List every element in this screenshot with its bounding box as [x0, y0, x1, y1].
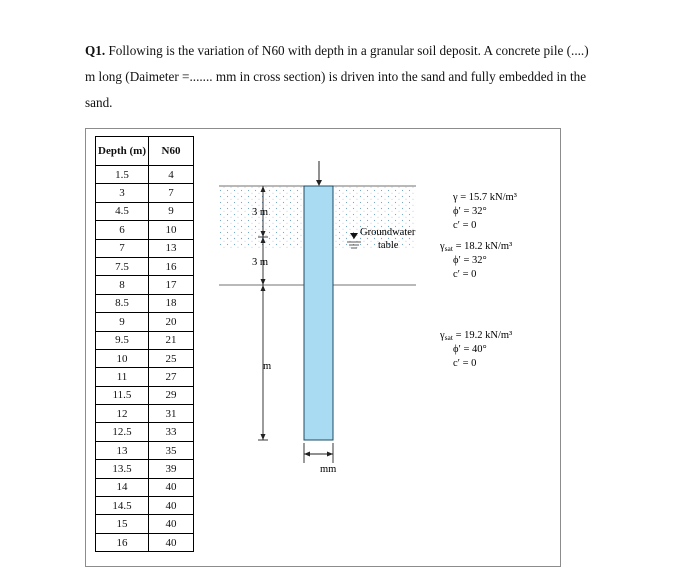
question-line-3: sand.: [85, 95, 113, 110]
layer1-properties: [452, 192, 517, 231]
depth-cell: 13.5: [96, 460, 149, 478]
question-number: Q1.: [85, 43, 106, 58]
n60-cell: 21: [149, 331, 194, 349]
depth-cell: 7.5: [96, 257, 149, 275]
depth-cell: 6: [96, 221, 149, 239]
n60-cell: 20: [149, 313, 194, 331]
depth-cell: 4.5: [96, 202, 149, 220]
concrete-pile: [304, 186, 333, 440]
n60-cell: 29: [149, 386, 194, 404]
n60-cell: 40: [149, 497, 194, 515]
n60-cell: 40: [149, 478, 194, 496]
n60-cell: 33: [149, 423, 194, 441]
depth-cell: 8: [96, 276, 149, 294]
groundwater-label-2: table: [378, 240, 399, 251]
figure-panel: [85, 128, 561, 567]
n60-cell: 18: [149, 294, 194, 312]
depth-cell: 7: [96, 239, 149, 257]
groundwater-label: Groundwater: [360, 227, 416, 238]
svg-text:γ = 15.7 kN/m³: [452, 192, 517, 203]
n60-cell: 16: [149, 257, 194, 275]
layer2-properties: [439, 241, 512, 280]
n60-cell: 27: [149, 368, 194, 386]
n60-cell: 17: [149, 276, 194, 294]
n60-cell: 13: [149, 239, 194, 257]
layer2-c: c′ = 0: [453, 269, 477, 280]
layer3-gamma-symbol: γ: [440, 330, 445, 341]
soil-profile-diagram: [86, 129, 560, 566]
layer2-gamma: = 18.2 kN/m³: [452, 241, 513, 252]
depth-cell: 14.5: [96, 497, 149, 515]
depth-cell: 1.5: [96, 166, 149, 184]
dim-arrow-mid-down: [261, 279, 266, 285]
n60-header: N60: [149, 137, 194, 166]
depth-cell: 11: [96, 368, 149, 386]
load-arrow-head: [316, 180, 322, 186]
n60-cell: 4: [149, 166, 194, 184]
n60-cell: 40: [149, 533, 194, 551]
layer1-phi: ϕ′ = 32°: [453, 206, 487, 217]
layer3-c: c′ = 0: [453, 358, 477, 369]
svg-text:γsat = 18.2 kN/m³: [439, 241, 512, 253]
question-line-2: m long (Daimeter =....... mm in cross section) is driven into the sand and fully embedded in the: [85, 69, 587, 84]
depth-cell: 14: [96, 478, 149, 496]
svg-text:γsat = 19.2 kN/m³: [439, 330, 512, 342]
n60-cell: 31: [149, 405, 194, 423]
depth-cell: 9.5: [96, 331, 149, 349]
depth-cell: 13: [96, 441, 149, 459]
dim-label-bottom: m: [263, 361, 272, 372]
layer1-gamma: = 15.7 kN/m³: [457, 192, 517, 203]
depth-cell: 15: [96, 515, 149, 533]
layer3-gamma: = 19.2 kN/m³: [452, 330, 513, 341]
dia-arrow-right: [327, 452, 333, 457]
depth-cell: 8.5: [96, 294, 149, 312]
depth-header: Depth (m): [96, 137, 149, 166]
n60-cell: 9: [149, 202, 194, 220]
depth-cell: 11.5: [96, 386, 149, 404]
question-text: [85, 38, 625, 116]
layer1-gamma-symbol: γ: [453, 192, 458, 203]
dim-arrow-bot-down: [261, 434, 266, 440]
n60-cell: 7: [149, 184, 194, 202]
depth-cell: 12: [96, 405, 149, 423]
depth-cell: 12.5: [96, 423, 149, 441]
depth-cell: 3: [96, 184, 149, 202]
dim-arrow-bot-up: [261, 285, 266, 291]
depth-cell: 16: [96, 533, 149, 551]
layer2-phi: ϕ′ = 32°: [453, 255, 487, 266]
n60-cell: 10: [149, 221, 194, 239]
layer3-properties: [439, 330, 512, 369]
dim-label-middle: 3 m: [252, 257, 269, 268]
n60-cell: 39: [149, 460, 194, 478]
depth-cell: 10: [96, 349, 149, 367]
layer3-gamma-subscript: sat: [444, 333, 453, 342]
n60-cell: 35: [149, 441, 194, 459]
dia-arrow-left: [304, 452, 310, 457]
n60-cell: 25: [149, 349, 194, 367]
layer2-gamma-symbol: γ: [440, 241, 445, 252]
layer3-phi: ϕ′ = 40°: [453, 344, 487, 355]
layer2-gamma-subscript: sat: [444, 244, 453, 253]
depth-cell: 9: [96, 313, 149, 331]
n60-cell: 40: [149, 515, 194, 533]
dim-label-diameter: mm: [320, 464, 337, 475]
dim-label-top: 3 m: [252, 207, 269, 218]
layer1-c: c′ = 0: [453, 220, 477, 231]
question-line-1: Following is the variation of N60 with depth in a granular soil deposit. A concrete pile (....): [105, 43, 589, 58]
